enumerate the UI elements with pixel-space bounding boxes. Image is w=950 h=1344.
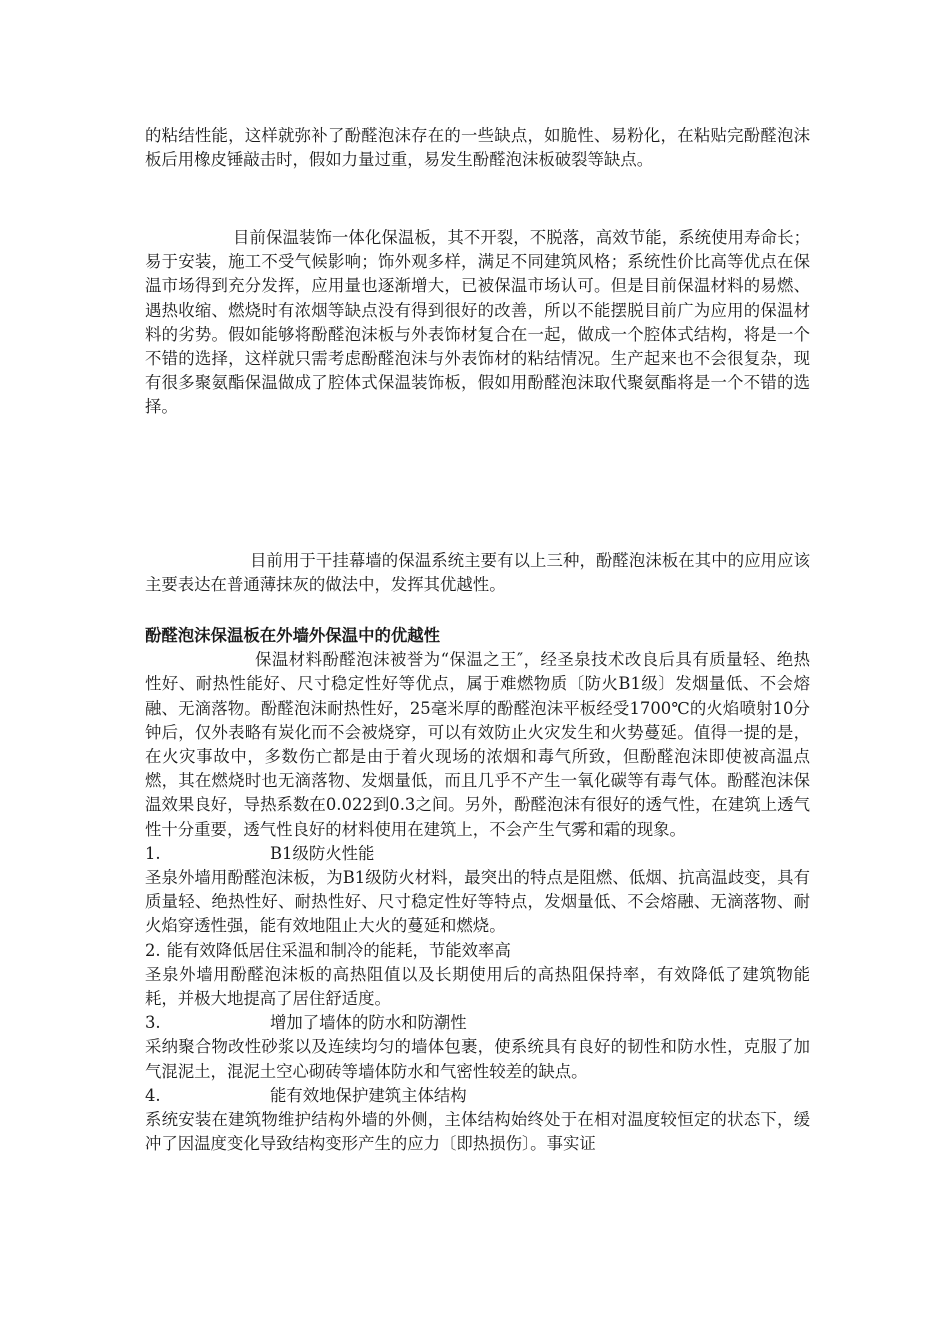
paragraph-3-text: 目前用于干挂幕墙的保温系统主要有以上三种，酚醛泡沫板在其中的应用应该主要表达在普通薄抹灰的做法中，发挥其优越性。 [145, 551, 810, 595]
paragraph-3 [145, 549, 810, 597]
paragraph-2 [145, 226, 810, 420]
paragraph-1-text: 的粘结性能，这样就弥补了酚醛泡沫存在的一些缺点，如脆性、易粉化，在粘贴完酚醛泡沫板后用橡皮锤敲击时，假如力量过重，易发生酚醛泡沫板破裂等缺点。 [145, 126, 810, 170]
list-item-3-body: 采纳聚合物改性砂浆以及连续均匀的墙体包裹，使系统具有良好的韧性和防水性，克服了加气混泥土，混泥土空心砌砖等墙体防水和气密性较差的缺点。 [145, 1037, 810, 1081]
list-item-4-title [145, 1084, 810, 1108]
list-item-4-body: 系统安装在建筑物维护结构外墙的外侧，主体结构始终处于在相对温度较恒定的状态下，缓冲了因温度变化导致结构变形产生的应力〔即热损伤〕。事实证 [145, 1110, 810, 1154]
list-item-1-body: 圣泉外墙用酚醛泡沫板，为B1级防火材料，最突出的特点是阻燃、低烟、抗高温歧变，具有质量轻、绝热性好、耐热性好、尺寸稳定性好等特点，发烟量低、不会熔融、无滴落物、耐火焰穿透性强，能有效地阻止大火的蔓延和燃烧。 [145, 868, 810, 936]
section-body [145, 624, 810, 1156]
list-item-2-title-text: 能有效降低居住采温和制冷的能耗，节能效率高 [166, 940, 511, 960]
list-item-2-body: 圣泉外墙用酚醛泡沫板的高热阻值以及长期使用后的高热阻保持率，有效降低了建筑物能耗，并极大地提高了居住舒适度。 [145, 964, 810, 1009]
paragraph-1 [145, 124, 810, 172]
list-item-1-title-text: B1级防火性能 [270, 843, 375, 863]
paragraph-4-text: 保温材料酚醛泡沫被誉为“保温之王″，经圣泉技术改良后具有质量轻、绝热性好、耐热性能好、尺寸稳定性好等优点，属于难燃物质〔防火B1级〕发烟量低、不会熔融、无滴落物。酚醛泡沫耐热性好，25毫米厚的酚醛泡沫平板经受1700℃的火焰喷射10分钟后，仅外表略有炭化而不会被烧穿，可以有效防止火灾发生和火势蔓延。值得一提的是，在火灾事故中，多数伤亡都是由于着火现场的浓烟和毒气所致，但酚醛泡沫即使被高温点燃，其在燃烧时也无滴落物、发烟量低，而且几乎不产生一氧化碳等有毒气体。酚醛泡沫保温效果良好，导热系数在0.022到0.3之间。另外，酚醛泡沫有很好的透气性，在建筑上透气性十分重要，透气性良好的材料使用在建筑上，不会产生气雾和霜的现象。 [145, 650, 810, 839]
list-item-1-title [145, 842, 810, 866]
list-item-3-title [145, 1011, 810, 1035]
list-item-1-number: 1. [145, 843, 161, 863]
paragraph-2-text: 目前保温装饰一体化保温板，其不开裂，不脱落，高效节能，系统使用寿命长；易于安装，施工不受气候影响；饰外观多样，满足不同建筑风格；系统性价比高等优点在保温市场得到充分发挥，应用量也逐渐增大，已被保温市场认可。但是目前保温材料的易燃、遇热收缩、燃烧时有浓烟等缺点没有得到很好的改善，所以不能摆脱目前广为应用的保温材料的劣势。假如能够将酚醛泡沫板与外表饰材复合在一起，做成一个腔体式结构，将是一个不错的选择，这样就只需考虑酚醛泡沫与外表饰材的粘结情况。生产起来也不会很复杂，现有很多聚氨酯保温做成了腔体式保温装饰板，假如用酚醛泡沫取代聚氨酯将是一个不错的选择。 [145, 228, 810, 417]
list-item-3-number: 3. [145, 1013, 161, 1033]
list-item-2-number: 2. [145, 940, 161, 960]
list-item-4-title-text: 能有效地保护建筑主体结构 [270, 1085, 467, 1105]
list-item-3-title-text: 增加了墙体的防水和防潮性 [270, 1013, 467, 1033]
list-item-4-number: 4. [145, 1085, 161, 1105]
list-item-2-title [145, 939, 810, 963]
section-heading: 酚醛泡沫保温板在外墙外保温中的优越性 [145, 626, 441, 645]
